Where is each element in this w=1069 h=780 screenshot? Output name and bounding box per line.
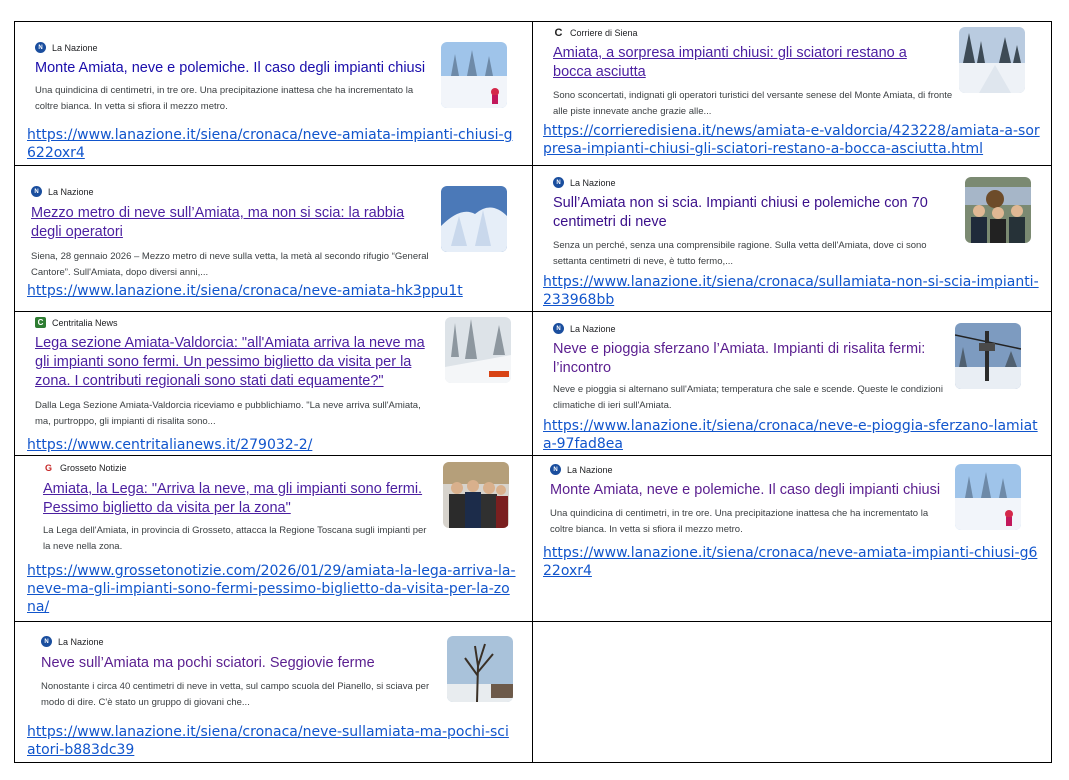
la-nazione-logo-icon: N [35,42,46,53]
group-people-photo-icon [965,177,1031,243]
article-url-link[interactable]: https://www.centritalianews.it/279032-2/ [27,437,313,453]
article-title[interactable]: Monte Amiata, neve e polemiche. Il caso degli impianti chiusi [35,60,426,76]
news-card [533,456,1051,621]
snowy-ski-slope-photo-icon [955,464,1021,530]
centritalia-logo-icon: C [35,317,46,328]
snowy-forest-photo-icon [959,27,1025,93]
grid-cell [15,166,533,312]
article-snippet: Una quindicina di centimetri, in tre ore. Una precipitazione inattesa che ha incrementato la coltre bianca. In vetta si sfiora il mezzo metro. [35,85,414,112]
bare-tree-photo-icon [447,636,513,702]
article-url-link[interactable]: https://www.grossetonotizie.com/2026/01/29/amiata-la-lega-arriva-la-neve-ma-gli-impianti-sono-fermi-pessimo-biglietto-da-visita-per-la-zona/ [27,563,516,615]
source-label: N La Nazione [553,323,616,334]
article-url-link[interactable]: https://www.lanazione.it/siena/cronaca/sullamiata-non-si-scia-impianti-233968bb [543,274,1039,308]
news-card [533,166,1051,311]
snowy-road-photo-icon [445,317,511,383]
source-label: N La Nazione [35,42,98,53]
grid-cell [15,312,533,456]
article-snippet: Una quindicina di centimetri, in tre ore. Una precipitazione inattesa che ha incrementato la coltre bianca. In vetta si sfiora il mezzo metro. [550,508,929,535]
news-card [15,312,532,455]
news-grid [14,21,1052,763]
article-snippet: Siena, 28 gennaio 2026 – Mezzo metro di neve sulla vetta, la metà al secondo rifugio “General Cantore”. Sull'Amiata, dopo diversi anni,... [31,251,429,278]
grid-cell [15,22,533,166]
news-card [533,22,1051,165]
grid-cell [533,166,1052,312]
grosseto-notizie-logo-icon: G [44,462,52,473]
source-label: N La Nazione [41,636,104,647]
article-url-link[interactable]: https://www.lanazione.it/siena/cronaca/neve-sullamiata-ma-pochi-sciatori-b883dc39 [27,724,509,758]
article-title[interactable]: Sull’Amiata non si scia. Impianti chiusi e polemiche con 70 centimetri di neve [553,195,928,230]
news-card [15,622,532,762]
article-url-link[interactable]: https://www.lanazione.it/siena/cronaca/neve-amiata-impianti-chiusi-g622oxr4 [27,127,513,161]
article-url-link[interactable]: https://corrieredisiena.it/news/amiata-e-valdorcia/423228/amiata-a-sorpresa-impianti-chiusi-gli-sciatori-restano-a-bocca-asciutta.html [543,123,1040,157]
article-url-link[interactable]: https://www.lanazione.it/siena/cronaca/neve-amiata-hk3ppu1t [27,283,463,299]
corriere-logo-icon: C [554,26,563,39]
la-nazione-logo-icon: N [550,464,561,475]
news-card [15,166,532,311]
article-snippet: La Lega dell'Amiata, in provincia di Grosseto, attacca la Regione Toscana sugli impianti per la neve nella zona. [43,525,427,552]
source-label: C Centritalia News [35,317,118,328]
empty-grid-cell [533,622,1052,763]
la-nazione-logo-icon: N [553,323,564,334]
article-url-link[interactable]: https://www.lanazione.it/siena/cronaca/neve-e-pioggia-sferzano-lamiata-97fad8ea [543,418,1038,452]
source-label: N La Nazione [550,464,613,475]
news-card [15,456,532,621]
article-snippet: Dalla Lega Sezione Amiata-Valdorcia riceviamo e pubblichiamo. "La neve arriva sull'Amiata, ma, purtroppo, gli impianti di risalita sono... [35,400,421,427]
article-title[interactable]: Amiata, a sorpresa impianti chiusi: gli sciatori restano a bocca asciutta [553,45,907,80]
snow-covered-trees-photo-icon [441,186,507,252]
source-label: C Corriere di Siena [554,26,638,39]
grid-cell [533,312,1052,456]
la-nazione-logo-icon: N [31,186,42,197]
article-snippet: Sono sconcertati, indignati gli operatori turistici del versante senese del Monte Amiata, di fronte alle piste innevate anche grazie alle... [553,90,953,117]
grid-cell [15,622,533,763]
article-snippet: Neve e pioggia si alternano sull'Amiata; temperatura che sale e scende. Queste le condizioni climatiche di ieri sull'Amiata. [553,384,943,411]
ski-lift-photo-icon [955,323,1021,389]
la-nazione-logo-icon: N [41,636,52,647]
article-snippet: Nonostante i circa 40 centimetri di neve in vetta, sul campo scuola del Pianello, si sciava per modo di dire. C'è stato un gruppo di giovani che... [41,681,430,708]
grid-cell [533,456,1052,622]
source-label: N La Nazione [31,186,94,197]
article-title[interactable]: Neve e pioggia sferzano l’Amiata. Impianti di risalita fermi: l’incontro [553,341,926,376]
article-url-link[interactable]: https://www.lanazione.it/siena/cronaca/neve-amiata-impianti-chiusi-g622oxr4 [543,545,1038,579]
grid-cell [15,456,533,622]
grid-cell [533,22,1052,166]
la-nazione-logo-icon: N [553,177,564,188]
news-card [533,312,1051,455]
source-label: G Grosseto Notizie [44,462,127,473]
article-title[interactable]: Monte Amiata, neve e polemiche. Il caso degli impianti chiusi [550,482,941,498]
article-title[interactable]: Mezzo metro di neve sull’Amiata, ma non si scia: la rabbia degli operatori [31,205,405,240]
snowy-ski-slope-photo-icon [441,42,507,108]
article-snippet: Senza un perché, senza una comprensibile ragione. Sulla vetta dell'Amiata, dove ci sono settanta centimetri di neve, è tutto fermo,... [553,240,927,267]
article-title[interactable]: Amiata, la Lega: "Arriva la neve, ma gli impianti sono fermi. Pessimo biglietto da visita per la zona" [43,481,423,516]
politicians-group-photo-icon [443,462,509,528]
source-label: N La Nazione [553,177,616,188]
news-card [15,22,532,165]
article-title[interactable]: Neve sull’Amiata ma pochi sciatori. Seggiovie ferme [41,655,375,671]
article-title[interactable]: Lega sezione Amiata-Valdorcia: "all'Amiata arriva la neve ma gli impianti sono fermi. Un pessimo biglietto da visita per la zona. I contributi regionali sono stati dati equamente?" [35,335,425,389]
